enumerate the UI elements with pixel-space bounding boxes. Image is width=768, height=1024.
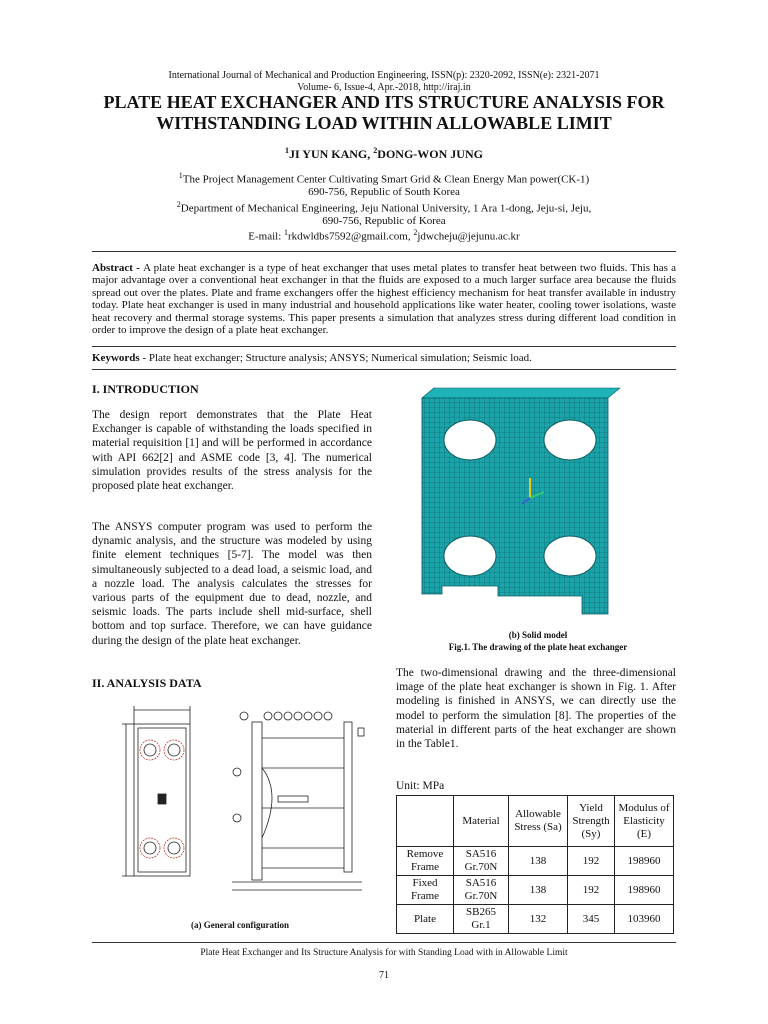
journal-line-2: Volume- 6, Issue-4, Apr.-2018, http://iraj.in bbox=[297, 82, 471, 93]
journal-header bbox=[0, 70, 768, 94]
keywords bbox=[92, 352, 676, 365]
table-cell: 198960 bbox=[615, 876, 674, 905]
author1-sup: 1 bbox=[285, 146, 290, 155]
aff1-line2: 690-756, Republic of South Korea bbox=[308, 186, 460, 199]
table-header-cell bbox=[397, 796, 454, 847]
email2[interactable]: jdwcheju@jejunu.ac.kr bbox=[417, 230, 520, 243]
table-cell: SA516 Gr.70N bbox=[454, 876, 509, 905]
properties-table bbox=[396, 795, 674, 934]
table-cell: 138 bbox=[509, 847, 568, 876]
email1[interactable]: rkdwldbs7592@gmail.com, bbox=[288, 230, 414, 243]
table-header-cell: Yield Strength (Sy) bbox=[568, 796, 615, 847]
footer-divider bbox=[92, 942, 676, 943]
table-cell: SA516 Gr.70N bbox=[454, 847, 509, 876]
intro-para-1: The design report demonstrates that the Plate Heat Exchanger is capable of withstanding the loads specified in material requisition [1] and will be performed in accordance with API 662[2] and ASME code [3, 4]. The numerical simulation provides results of the stress analysis for the proposed plate heat exchanger. bbox=[92, 409, 372, 493]
keywords-text: - Plate heat exchanger; Structure analysis; ANSYS; Numerical simulation; Seismic load. bbox=[139, 352, 532, 364]
email-label: E-mail: bbox=[248, 230, 285, 243]
aff2-line2: 690-756, Republic of Korea bbox=[322, 214, 446, 227]
paper-title: PLATE HEAT EXCHANGER AND ITS STRUCTURE ANALYSIS FOR WITHSTANDING LOAD WITHIN ALLOWABLE LIMIT bbox=[103, 92, 665, 133]
divider-top bbox=[92, 251, 676, 252]
table-row bbox=[397, 905, 674, 934]
table-cell: Remove Frame bbox=[397, 847, 454, 876]
caption-a: (a) General configuration bbox=[191, 920, 289, 930]
caption-b: (b) Solid model bbox=[508, 630, 568, 640]
author2-sup: 2 bbox=[373, 146, 378, 155]
table-header-cell: Material bbox=[454, 796, 509, 847]
table-cell: SB265 Gr.1 bbox=[454, 905, 509, 934]
section2-heading: II. ANALYSIS DATA bbox=[92, 676, 202, 690]
table-cell: 138 bbox=[509, 876, 568, 905]
section1-heading: I. INTRODUCTION bbox=[92, 382, 199, 396]
figure-caption-main: Fig.1. The drawing of the plate heat exchanger bbox=[448, 642, 628, 652]
table-header-cell: Modulus of Elasticity (E) bbox=[615, 796, 674, 847]
authors bbox=[0, 146, 768, 162]
table-cell: 103960 bbox=[615, 905, 674, 934]
general-configuration-drawing bbox=[92, 698, 388, 916]
aff2-sup: 2 bbox=[176, 199, 181, 209]
table-cell: 192 bbox=[568, 876, 615, 905]
table-cell: 345 bbox=[568, 905, 615, 934]
divider-bottom bbox=[92, 369, 676, 370]
abstract-text: A plate heat exchanger is a type of heat exchanger that uses metal plates to transfer heat between two fluids. This has a major advantage over a conventional heat exchanger in that the fluids are exposed to a much larger surface area because the fluids spread out over the plates. Plate and frame exchangers offer the highest efficiency mechanism for heat transfer available in industry today. Plate heat exchanger is used in many industrial and household applications like water heater, cooling tower isolations, waste heat recovery and thermal storage systems. This paper presents a simulation that analyzes stress during different load condition in order to improve the design of a plate heat exchanger. bbox=[92, 262, 676, 337]
table-header-cell: Allowable Stress (Sa) bbox=[509, 796, 568, 847]
table-cell: Plate bbox=[397, 905, 454, 934]
solid-model-mesh bbox=[404, 382, 628, 624]
solid-model-figure bbox=[404, 382, 628, 624]
keywords-label: Keywords bbox=[92, 352, 140, 364]
table-cell: 132 bbox=[509, 905, 568, 934]
general-configuration-figure bbox=[92, 698, 388, 916]
table-row bbox=[397, 876, 674, 905]
unit-label: Unit: MPa bbox=[396, 780, 445, 792]
abstract-label: Abstract - bbox=[92, 262, 144, 274]
journal-line-1: International Journal of Mechanical and Production Engineering, ISSN(p): 2320-2092, ISSN(e): 2321-2071 bbox=[168, 70, 600, 81]
table-cell: 192 bbox=[568, 847, 615, 876]
aff1-text: The Project Management Center Cultivating Smart Grid & Clean Energy Man power(CK-1) bbox=[182, 173, 590, 186]
affiliations bbox=[100, 170, 668, 243]
abstract bbox=[92, 262, 676, 336]
properties-table-wrap bbox=[396, 795, 674, 934]
divider-mid bbox=[92, 346, 676, 347]
table-header-row bbox=[397, 796, 674, 847]
table-cell: 198960 bbox=[615, 847, 674, 876]
author1-name: JI YUN KANG, bbox=[289, 147, 374, 161]
author2-name: DONG-WON JUNG bbox=[377, 147, 483, 161]
aff2-text: Department of Mechanical Engineering, Jeju National University, 1 Ara 1-dong, Jeju-si, Jeju, bbox=[180, 202, 592, 215]
table-row bbox=[397, 847, 674, 876]
intro-para-2: The ANSYS computer program was used to perform the dynamic analysis, and the structure was modeled by using finite element techniques [5-7]. The model was then simultaneously subjected to a dead load, a seismic load, and a nozzle load. The analysis calculates the stresses for various parts of the equipment due to dead, nozzle, and seismic loads. The parts include shell mid-surface, shell bottom and top surface. Therefore, we can have guidance during the design of the plate heat exchanger. bbox=[92, 521, 372, 647]
email1-sup: 1 bbox=[284, 228, 289, 238]
right-column-para: The two-dimensional drawing and the three-dimensional image of the plate heat exchanger is shown in Fig. 1. After modeling is finished in ANSYS, we can directly use the model to perform the simulation [8]. The properties of the material in different parts of the heat exchanger are shown in the Table1. bbox=[396, 667, 676, 751]
page-number: 71 bbox=[379, 970, 389, 981]
table-cell: Fixed Frame bbox=[397, 876, 454, 905]
aff1-sup: 1 bbox=[178, 171, 183, 180]
running-title: Plate Heat Exchanger and Its Structure Analysis for with Standing Load with in Allowable Limit bbox=[200, 948, 568, 958]
email2-sup: 2 bbox=[413, 228, 418, 238]
